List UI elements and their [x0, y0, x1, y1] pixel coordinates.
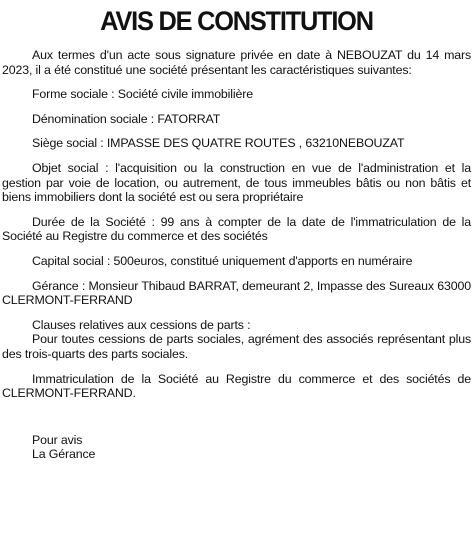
- notice-title: AVIS DE CONSTITUTION: [100, 6, 373, 36]
- gerance: Gérance : Monsieur Thibaud BARRAT, demeurant 2, Impasse des Sureaux 63000 CLERMONT-FERRAND: [2, 278, 471, 308]
- denomination-sociale: Dénomination sociale : FATORRAT: [32, 111, 221, 126]
- signoff-pour-avis: Pour avis: [32, 432, 83, 447]
- clauses-text: Pour toutes cessions de parts sociales, agrément des associés représentant plus des trois-quarts des parts sociales.: [2, 332, 471, 361]
- clauses-title: Clauses relatives aux cessions de parts :: [32, 317, 251, 332]
- immatriculation: Immatriculation de la Société au Registre du commerce et des sociétés de CLERMONT-FERRAND.: [2, 371, 471, 401]
- capital-social: Capital social : 500euros, constitué uniquement d'apports en numéraire: [32, 253, 413, 268]
- signoff-la-gerance: La Gérance: [32, 447, 96, 462]
- siege-social: Siège social : IMPASSE DES QUATRE ROUTES , 63210NEBOUZAT: [32, 136, 405, 151]
- objet-social: Objet social : l'acquisition ou la construction en vue de l'administration et la gestion par voie de location, ou autrement, de tous immeubles bâtis ou non bâtis et biens immobiliers dont la société est ou sera propriétaire: [2, 160, 471, 205]
- forme-sociale: Forme sociale : Société civile immobilière: [32, 87, 253, 102]
- intro-paragraph: Aux termes d'un acte sous signature privée en date à NEBOUZAT du 14 mars 2023, il a été constitué une société présentant les caractéristiques suivantes:: [2, 48, 471, 77]
- notice-body: [2, 38, 471, 462]
- duree-societe: Durée de la Société : 99 ans à compter de la date de l'immatriculation de la Société au Registre du commerce et des sociétés: [2, 214, 471, 244]
